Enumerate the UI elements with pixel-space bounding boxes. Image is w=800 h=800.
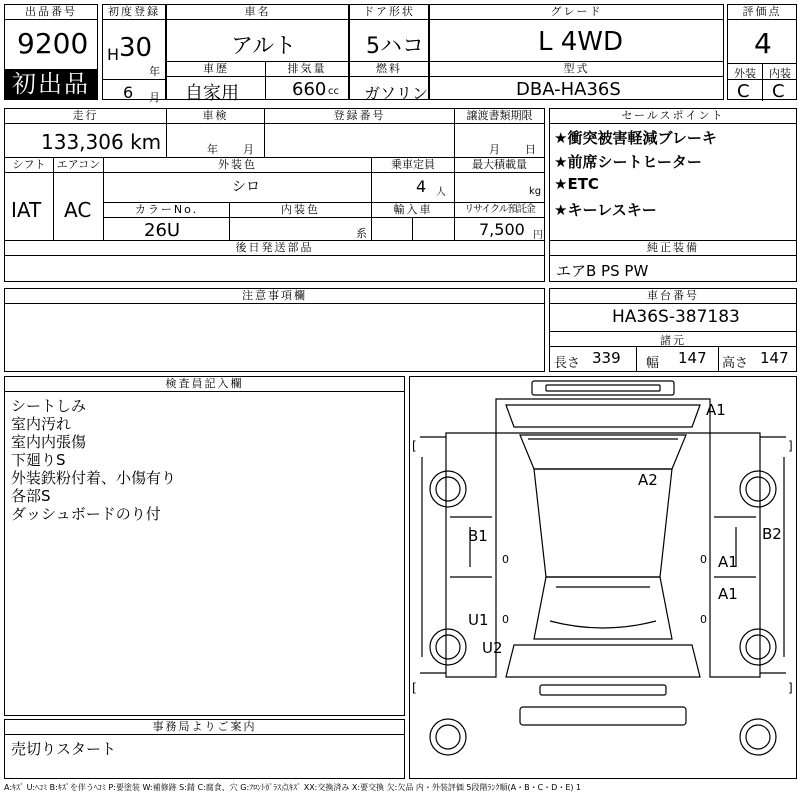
history-label: 車歴 xyxy=(167,62,265,77)
exterior-score: C xyxy=(737,81,750,102)
mark-a1-top: A1 xyxy=(706,401,726,419)
sales-points-label: セールスポイント xyxy=(550,109,796,124)
car-name-label: 車名 xyxy=(167,5,348,20)
inspector-line: 室内内張傷 xyxy=(11,433,87,451)
interior-score: C xyxy=(772,81,785,102)
lot-box xyxy=(4,4,98,100)
inspection-month-unit: 月 xyxy=(243,143,254,156)
height-value: 147 xyxy=(760,349,789,367)
mark-a1-right-2: A1 xyxy=(718,585,738,603)
grade-box xyxy=(429,4,724,62)
damage-diagram xyxy=(409,376,797,779)
car-name-value: アルト xyxy=(231,34,297,59)
fuel-label: 燃料 xyxy=(350,62,428,77)
office-label: 事務局よりご案内 xyxy=(5,720,404,735)
displacement-unit: cc xyxy=(328,86,339,97)
mileage-value: 133,306 km xyxy=(41,130,162,154)
color-no-box xyxy=(103,202,230,241)
ext-color-box xyxy=(103,157,372,203)
model-box xyxy=(429,61,724,100)
int-color-unit: 系 xyxy=(356,227,367,240)
height-label: 高さ xyxy=(722,356,749,371)
fuel-value: ガソリン xyxy=(364,84,429,103)
shift-box xyxy=(4,157,54,241)
registration-year-unit: 年 xyxy=(149,65,160,78)
mark-bracket-right: ] xyxy=(788,681,793,695)
transfer-day-unit: 日 xyxy=(525,143,536,156)
score-label: 評価点 xyxy=(728,5,796,20)
sales-point-item: ★衝突被害軽減ブレーキ xyxy=(554,129,717,147)
length-label: 長さ xyxy=(554,356,581,371)
import-box xyxy=(371,202,455,241)
history-value: 自家用 xyxy=(185,83,239,104)
equipment-box xyxy=(549,240,797,282)
mark-zero: 0 xyxy=(700,553,707,566)
inspection-year-unit: 年 xyxy=(207,143,218,156)
transfer-label: 譲渡書類期限 xyxy=(455,109,544,124)
score-box xyxy=(727,4,797,100)
transfer-box xyxy=(454,108,545,158)
registration-month: 6 xyxy=(123,83,134,102)
office-box xyxy=(4,719,405,779)
transfer-month-unit: 月 xyxy=(489,143,500,156)
ext-color-value: シロ xyxy=(232,179,260,195)
exterior-score-label: 外装 xyxy=(734,67,756,80)
notes-label: 注意事項欄 xyxy=(5,289,544,304)
mark-bracket-right: ] xyxy=(788,439,793,453)
lot-label: 出品番号 xyxy=(5,5,97,20)
plate-label: 登録番号 xyxy=(265,109,454,124)
recycle-box xyxy=(454,202,545,241)
mark-zero: 0 xyxy=(502,613,509,626)
width-label: 幅 xyxy=(646,356,660,371)
legend-text: A:ｷｽﾞ U:ﾍｺﾐ B:ｷｽﾞを伴うﾍｺﾐ P:要塗装 W:補修跡 S:錆 C:腐食、穴 G:ﾌﾛﾝﾄｶﾞﾗｽ点ｷｽﾞ XX:交換済み X:要交換 欠:欠品 内・外装評価 5段階ﾗﾝｸ順(A・B・C・D・E) 1 xyxy=(4,783,582,792)
displacement-box xyxy=(265,61,349,100)
aircon-label: エアコン xyxy=(54,158,103,173)
model-value: DBA-HA36S xyxy=(516,79,621,100)
sales-point-item: ★キーレスキー xyxy=(554,201,657,219)
inspector-line: ダッシュボードのり付 xyxy=(11,505,161,523)
history-box xyxy=(166,61,266,104)
first-listing-badge: 初出品 xyxy=(5,69,97,99)
notes-box xyxy=(4,288,545,372)
registration-label: 初度登録 xyxy=(103,5,165,20)
load-box xyxy=(454,157,545,203)
recycle-label: リサイクル預託金 xyxy=(455,203,544,218)
capacity-box xyxy=(371,157,455,203)
aircon-value: AC xyxy=(64,198,92,222)
mark-a2: A2 xyxy=(638,471,658,489)
score-value: 4 xyxy=(754,27,772,60)
load-label: 最大積載量 xyxy=(455,158,544,173)
mark-a1-right-1: A1 xyxy=(718,553,738,571)
int-color-label: 内装色 xyxy=(230,203,371,218)
inspection-box xyxy=(166,108,265,158)
ext-color-label: 外装色 xyxy=(104,158,371,173)
capacity-unit: 人 xyxy=(436,187,446,198)
mark-u2: U2 xyxy=(482,639,503,657)
later-parts-box xyxy=(4,240,545,282)
color-no-label: カラーNo. xyxy=(104,203,229,218)
door-box xyxy=(349,4,429,62)
car-diagram-svg xyxy=(410,377,796,778)
fuel-box xyxy=(349,61,429,103)
sales-points-box xyxy=(549,108,797,241)
mark-b1: B1 xyxy=(468,527,488,545)
shift-value: IAT xyxy=(11,198,42,222)
grade-label: グレード xyxy=(430,5,723,20)
model-label: 型式 xyxy=(430,62,723,77)
recycle-value: 7,500 xyxy=(479,220,525,239)
dims-label: 諸元 xyxy=(660,334,686,347)
import-label: 輸入車 xyxy=(372,203,454,218)
recycle-unit: 円 xyxy=(533,230,543,241)
mark-bracket-left: [ xyxy=(412,439,417,453)
sales-point-item: ★前席シートヒーター xyxy=(554,153,702,171)
inspection-label: 車検 xyxy=(167,109,264,124)
capacity-value: 4 xyxy=(416,177,427,196)
mileage-label: 走行 xyxy=(5,109,166,124)
office-value: 売切りスタート xyxy=(11,740,117,758)
registration-month-unit: 月 xyxy=(149,91,160,104)
shift-label: シフト xyxy=(5,158,53,173)
mark-zero: 0 xyxy=(502,553,509,566)
mark-zero: 0 xyxy=(700,613,707,626)
capacity-label: 乗車定員 xyxy=(372,158,454,173)
mark-b2: B2 xyxy=(762,525,782,543)
inspector-label: 検査員記入欄 xyxy=(5,377,404,392)
equipment-label: 純正装備 xyxy=(550,241,796,256)
inspector-box xyxy=(4,376,405,716)
chassis-box xyxy=(549,288,797,372)
mark-bracket-left: [ xyxy=(412,681,417,695)
registration-era: H xyxy=(107,45,120,64)
door-label: ドア形状 xyxy=(350,5,428,20)
int-color-box xyxy=(229,202,372,241)
sales-point-item: ★ETC xyxy=(554,175,599,193)
inspector-line: 室内汚れ xyxy=(11,415,72,433)
aircon-box xyxy=(53,157,104,241)
door-value: 5ハコ xyxy=(366,34,424,59)
registration-year: 30 xyxy=(119,33,153,63)
interior-score-label: 内装 xyxy=(769,67,791,80)
width-value: 147 xyxy=(678,349,707,367)
car-name-box xyxy=(166,4,349,62)
load-unit: kg xyxy=(529,186,542,197)
inspector-line: 下廻りS xyxy=(11,451,66,469)
later-parts-label: 後日発送部品 xyxy=(5,241,544,256)
chassis-label: 車台番号 xyxy=(550,289,796,304)
lot-number: 9200 xyxy=(17,27,89,60)
length-value: 339 xyxy=(592,349,621,367)
inspector-line: 各部S xyxy=(11,487,51,505)
inspector-line: シートしみ xyxy=(11,397,87,415)
color-no-value: 26U xyxy=(144,220,181,241)
equipment-value: エアB PS PW xyxy=(556,262,649,280)
grade-value: L 4WD xyxy=(538,27,624,57)
inspector-line: 外装鉄粉付着、小傷有り xyxy=(11,469,177,487)
displacement-label: 排気量 xyxy=(266,62,348,77)
mileage-box xyxy=(4,108,167,158)
plate-box xyxy=(264,108,455,158)
mark-u1: U1 xyxy=(468,611,489,629)
registration-box xyxy=(102,4,166,104)
displacement-value: 660 xyxy=(292,79,327,100)
chassis-value: HA36S-387183 xyxy=(612,307,740,327)
